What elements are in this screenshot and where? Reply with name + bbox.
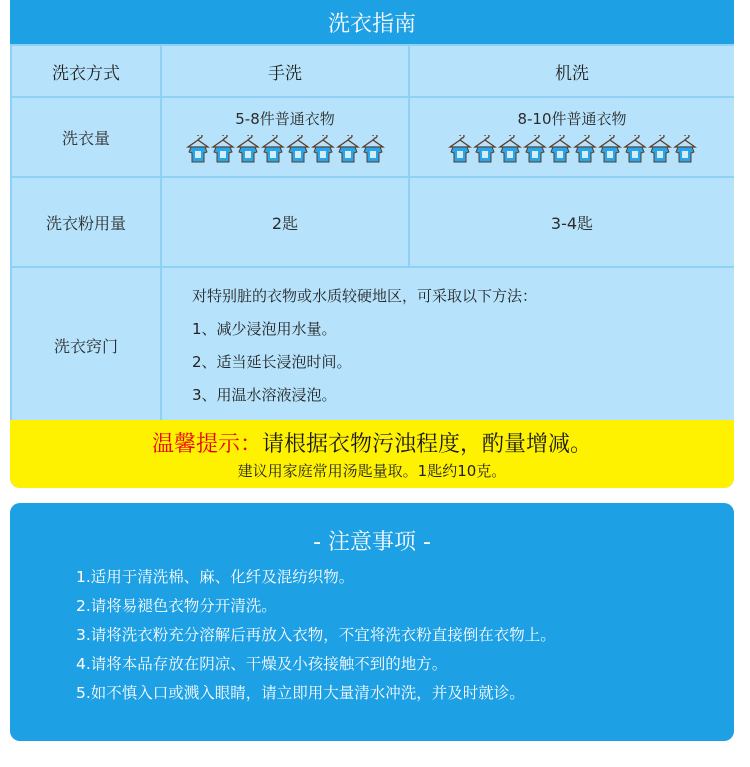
notes-list xyxy=(76,563,556,708)
shirt-on-hanger-icon xyxy=(286,135,310,163)
note-item: 1.适用于清洗棉、麻、化纤及混纺织物。 xyxy=(76,568,355,586)
washing-guide-panel xyxy=(10,0,734,488)
shirt-on-hanger-icon xyxy=(236,135,260,163)
hand-powder-amount: 2匙 xyxy=(162,178,408,266)
shirt-on-hanger-icon xyxy=(261,135,285,163)
shirt-on-hanger-icon xyxy=(598,135,622,163)
shirt-on-hanger-icon xyxy=(211,135,235,163)
shirt-on-hanger-icon xyxy=(498,135,522,163)
shirt-on-hanger-icon xyxy=(361,135,385,163)
tip-item: 3、用温水溶液浸泡。 xyxy=(192,386,337,404)
shirt-on-hanger-icon xyxy=(473,135,497,163)
hand-amount-cell xyxy=(162,98,408,176)
shirt-on-hanger-icon xyxy=(523,135,547,163)
shirt-on-hanger-icon xyxy=(648,135,672,163)
tips-intro: 对特别脏的衣物或水质较硬地区，可采取以下方法： xyxy=(192,287,538,305)
hand-clothes-icons xyxy=(186,135,385,163)
shirt-on-hanger-icon xyxy=(573,135,597,163)
shirt-on-hanger-icon xyxy=(673,135,697,163)
machine-amount-text: 8-10件普通衣物 xyxy=(517,110,627,128)
shirt-on-hanger-icon xyxy=(336,135,360,163)
warm-tip-subtext: 建议用家庭常用汤匙量取。1匙约10克。 xyxy=(237,462,507,480)
notes-panel xyxy=(10,503,734,741)
header-hand-wash: 手洗 xyxy=(162,46,408,96)
hand-amount-text: 5-8件普通衣物 xyxy=(235,110,335,128)
shirt-on-hanger-icon xyxy=(623,135,647,163)
warm-tip-banner xyxy=(10,420,734,488)
header-method-label: 洗衣方式 xyxy=(12,46,160,96)
guide-table xyxy=(12,46,732,418)
guide-title: 洗衣指南 xyxy=(10,0,734,44)
tip-item: 2、适当延长浸泡时间。 xyxy=(192,353,352,371)
amount-label: 洗衣量 xyxy=(12,98,160,176)
shirt-on-hanger-icon xyxy=(548,135,572,163)
tips-content xyxy=(162,268,734,422)
note-item: 2.请将易褪色衣物分开清洗。 xyxy=(76,597,277,615)
shirt-on-hanger-icon xyxy=(448,135,472,163)
tip-item: 1、减少浸泡用水量。 xyxy=(192,320,337,338)
header-machine-wash: 机洗 xyxy=(410,46,734,96)
machine-clothes-icons xyxy=(448,135,697,163)
tips-label: 洗衣窍门 xyxy=(12,268,160,422)
machine-powder-amount: 3-4匙 xyxy=(410,178,734,266)
warm-tip-text: 请根据衣物污浊程度，酌量增减。 xyxy=(262,432,593,457)
note-item: 3.请将洗衣粉充分溶解后再放入衣物，不宜将洗衣粉直接倒在衣物上。 xyxy=(76,626,556,644)
shirt-on-hanger-icon xyxy=(311,135,335,163)
note-item: 4.请将本品存放在阴凉、干燥及小孩接触不到的地方。 xyxy=(76,655,448,673)
notes-title: - 注意事项 - xyxy=(313,530,431,555)
note-item: 5.如不慎入口或溅入眼睛，请立即用大量清水冲洗，并及时就诊。 xyxy=(76,684,525,702)
machine-amount-cell xyxy=(410,98,734,176)
warm-tip-label: 温馨提示： xyxy=(151,432,262,457)
shirt-on-hanger-icon xyxy=(186,135,210,163)
powder-label: 洗衣粉用量 xyxy=(12,178,160,266)
